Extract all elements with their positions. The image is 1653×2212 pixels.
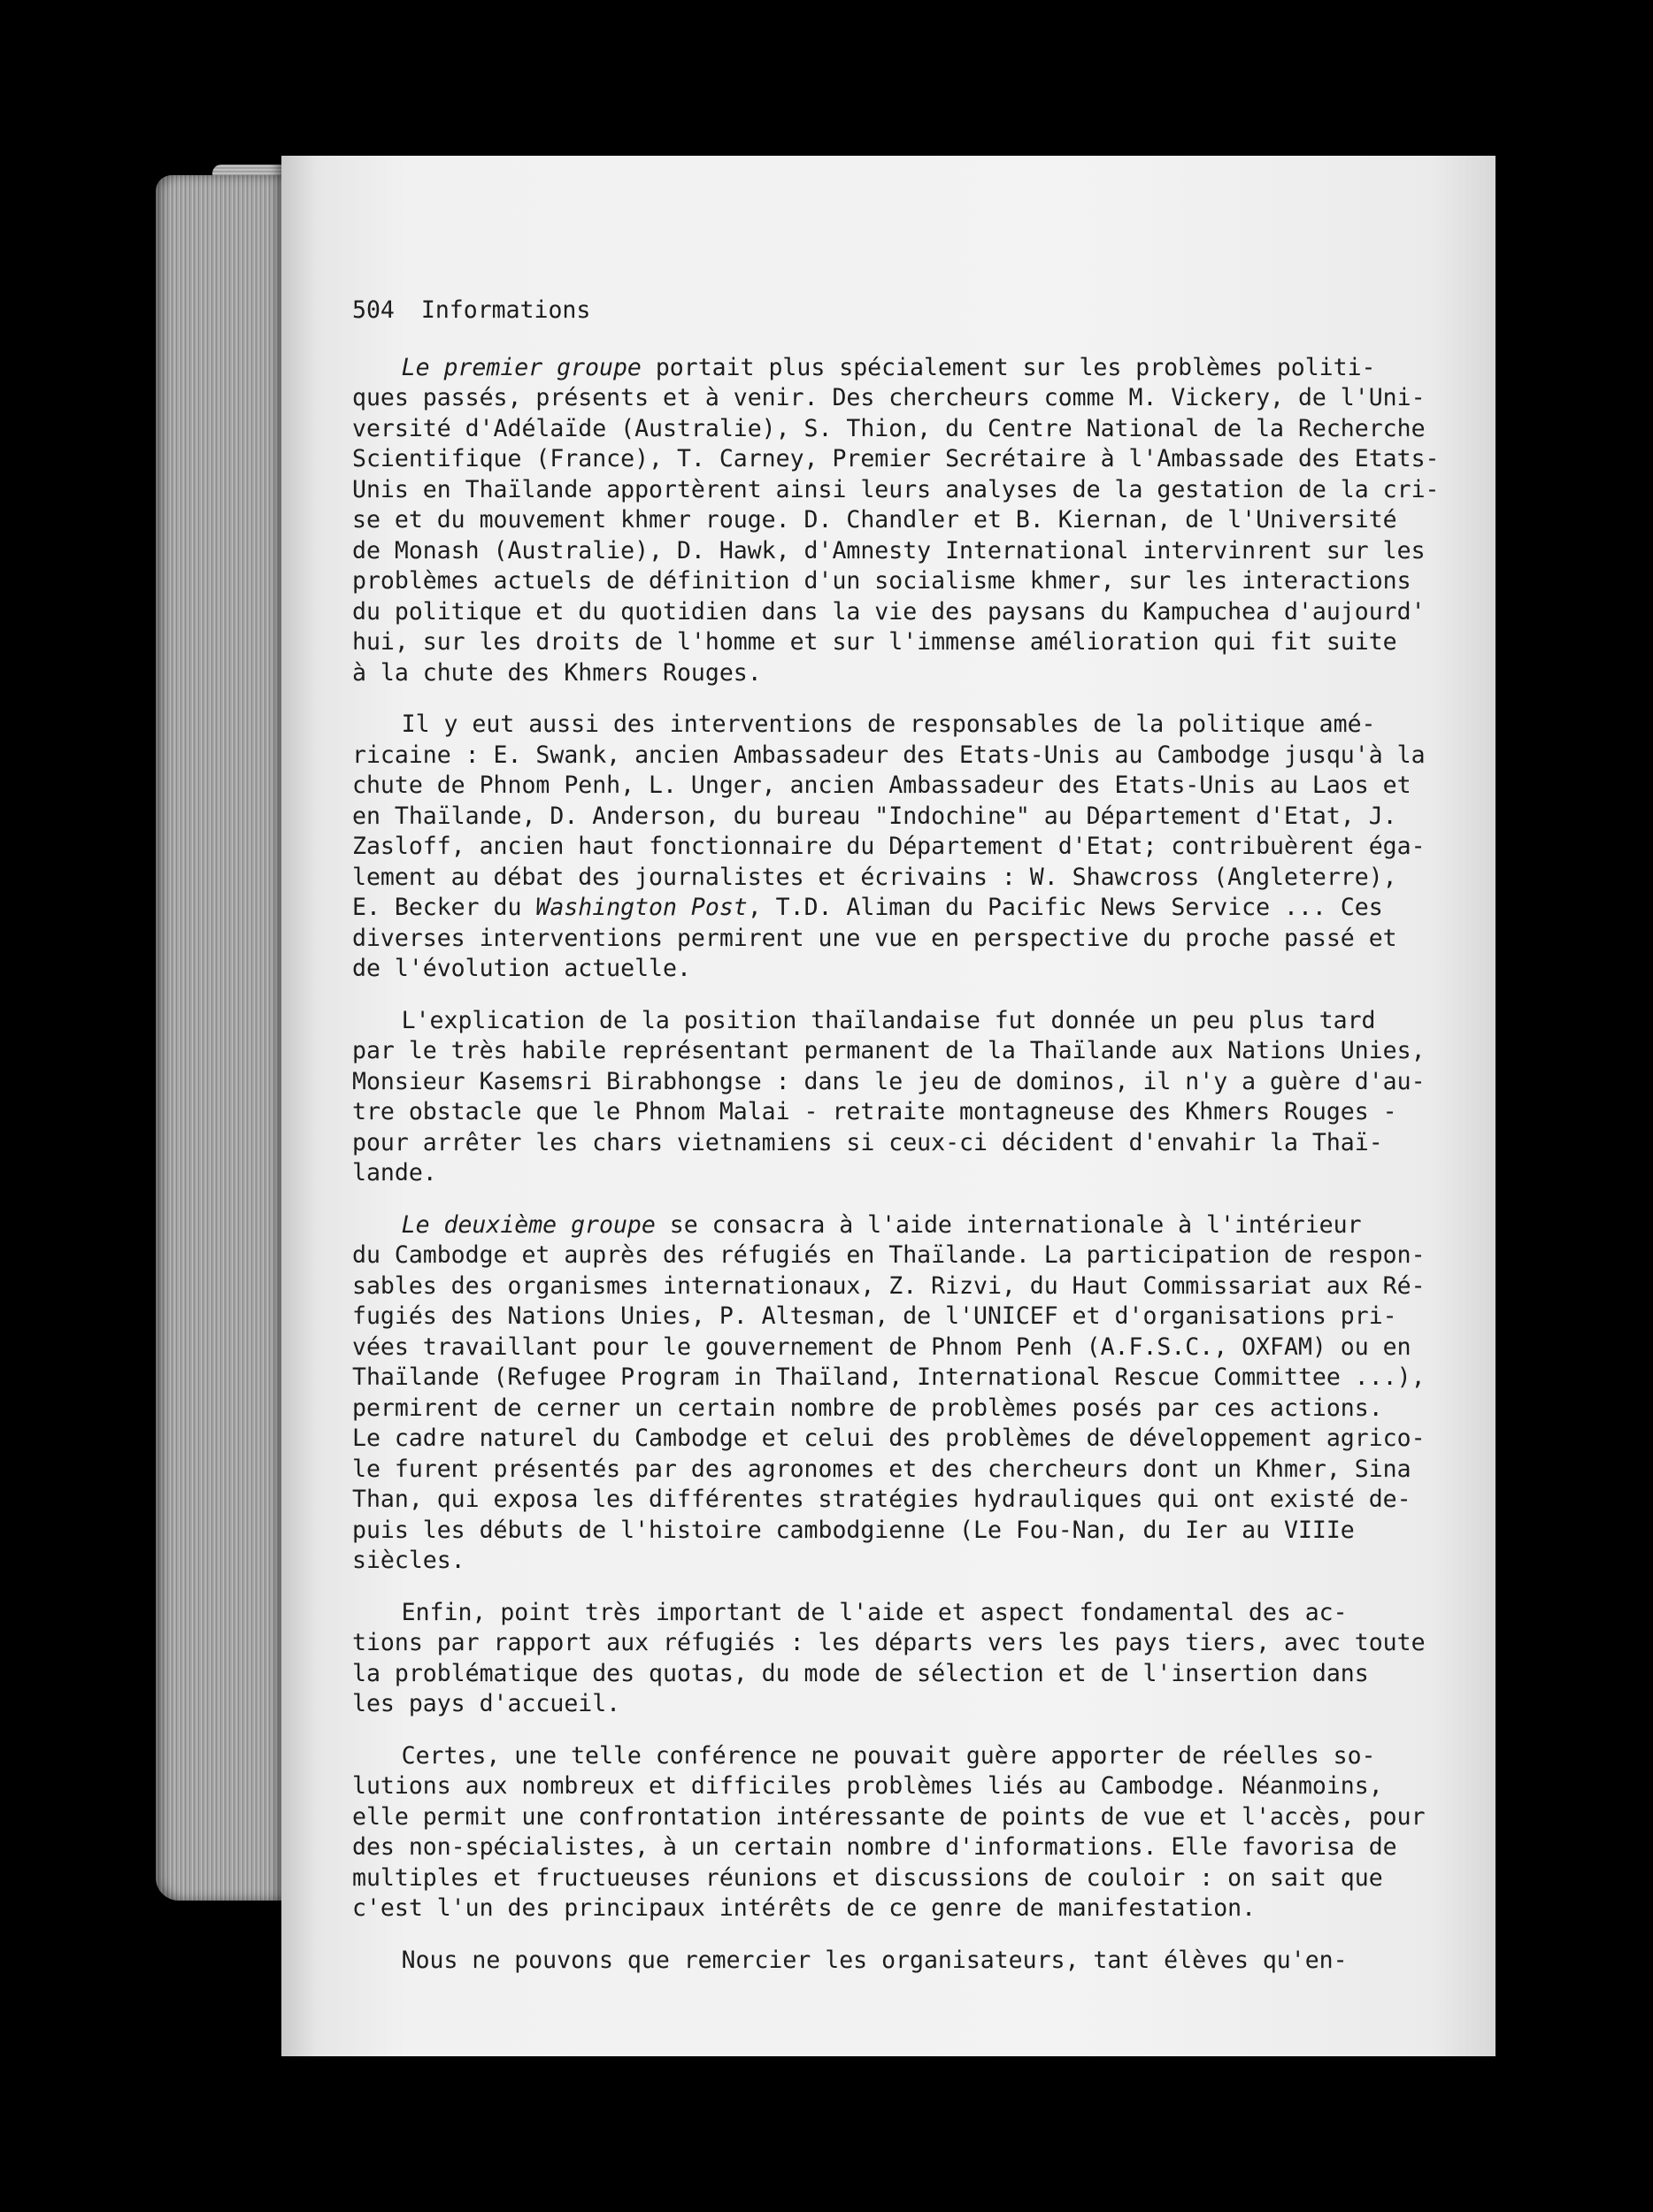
text-line bbox=[352, 1036, 1432, 1067]
line-text: permirent de cerner un certain nombre de problèmes posés par ces actions. bbox=[352, 1394, 1383, 1422]
text-line bbox=[352, 1741, 1432, 1772]
book-page-edges bbox=[156, 175, 288, 1901]
text-line bbox=[352, 1067, 1432, 1098]
text-line bbox=[352, 1628, 1432, 1659]
text-line bbox=[352, 1455, 1432, 1486]
section-title: Informations bbox=[420, 296, 591, 324]
text-line bbox=[352, 1659, 1432, 1690]
line-text: les pays d'accueil. bbox=[352, 1690, 621, 1717]
line-text: Le cadre naturel du Cambodge et celui des problèmes de développement agrico- bbox=[352, 1425, 1426, 1452]
text-line bbox=[352, 710, 1432, 741]
text-line bbox=[352, 444, 1440, 475]
emphasized-text: Le deuxième groupe bbox=[401, 1210, 656, 1239]
text-line bbox=[352, 1689, 1432, 1720]
line-text: E. Becker du bbox=[352, 894, 536, 921]
paragraph bbox=[352, 710, 1432, 985]
text-line bbox=[352, 536, 1432, 567]
emphasized-text: Washington Post bbox=[535, 894, 748, 921]
text-line bbox=[352, 1128, 1432, 1159]
paragraph bbox=[352, 1946, 1432, 1977]
line-text: de Monash (Australie), D. Hawk, d'Amnesty International intervinrent sur les bbox=[352, 536, 1426, 565]
text-line bbox=[352, 1394, 1432, 1425]
text-line bbox=[352, 1485, 1432, 1516]
line-text: Thaïlande (Refugee Program in Thaïland, International Rescue Committee ...), bbox=[352, 1363, 1426, 1391]
page-content bbox=[352, 296, 1440, 1997]
line-text: à la chute des Khmers Rouges. bbox=[352, 658, 762, 687]
text-line bbox=[352, 1771, 1432, 1802]
text-line bbox=[352, 383, 1432, 414]
line-text: hui, sur les droits de l'homme et sur l'immense amélioration qui fit suite bbox=[352, 628, 1397, 656]
text-line bbox=[352, 1893, 1432, 1924]
emphasized-text: Le premier groupe bbox=[401, 353, 642, 381]
line-text: diverses interventions permirent une vue en perspective du proche passé et bbox=[352, 924, 1397, 952]
text-line bbox=[352, 414, 1432, 445]
line-text: problèmes actuels de définition d'un socialisme khmer, sur les interactions bbox=[352, 567, 1411, 595]
line-text: Nous ne pouvons que remercier les organisateurs, tant élèves qu'en- bbox=[401, 1946, 1348, 1974]
text-line bbox=[352, 954, 1432, 985]
text-line bbox=[352, 863, 1432, 894]
line-text: tre obstacle que le Phnom Malai - retraite montagneuse des Khmers Rouges - bbox=[352, 1098, 1397, 1125]
paragraph bbox=[352, 1741, 1432, 1924]
line-text: Than, qui exposa les différentes stratégies hydrauliques qui ont existé de- bbox=[352, 1486, 1411, 1513]
line-text: ricaine : E. Swank, ancien Ambassadeur des Etats-Unis au Cambodge jusqu'à la bbox=[352, 741, 1426, 769]
line-text: Unis en Thaïlande apportèrent ainsi leurs analyses de la gestation de la cri- bbox=[352, 475, 1440, 503]
line-text: du Cambodge et auprès des réfugiés en Thaïlande. La participation de respon- bbox=[352, 1241, 1426, 1269]
text-line bbox=[352, 802, 1432, 833]
line-text: , T.D. Aliman du Pacific News Service ... Ces bbox=[747, 894, 1383, 921]
text-line bbox=[352, 1210, 1432, 1241]
text-line bbox=[352, 1006, 1432, 1037]
line-text: lement au débat des journalistes et écrivains : W. Shawcross (Angleterre), bbox=[352, 863, 1397, 891]
line-text: multiples et fructueuses réunions et discussions de couloir : on sait que bbox=[352, 1863, 1383, 1892]
line-text: versité d'Adélaïde (Australie), S. Thion, du Centre National de la Recherche bbox=[352, 414, 1426, 442]
line-text: L'explication de la position thaïlandaise fut donnée un peu plus tard bbox=[401, 1006, 1376, 1034]
line-text: c'est l'un des principaux intérêts de ce genre de manifestation. bbox=[352, 1894, 1257, 1922]
text-line bbox=[352, 924, 1432, 955]
line-text: ques passés, présents et à venir. Des chercheurs comme M. Vickery, de l'Uni- bbox=[352, 384, 1426, 411]
text-line bbox=[352, 771, 1432, 802]
line-text: se consacra à l'aide internationale à l'intérieur bbox=[655, 1210, 1362, 1239]
page-number: 504 bbox=[352, 296, 395, 324]
text-line bbox=[352, 1271, 1432, 1302]
line-text: pour arrêter les chars vietnamiens si ceux-ci décident d'envahir la Thaï- bbox=[352, 1128, 1383, 1156]
text-line bbox=[352, 1546, 1432, 1577]
line-text: portait plus spécialement sur les problèmes politi- bbox=[641, 353, 1376, 381]
text-line bbox=[352, 353, 1432, 384]
text-line bbox=[352, 1302, 1432, 1333]
line-text: Certes, une telle conférence ne pouvait guère apporter de réelles so- bbox=[401, 1741, 1376, 1770]
line-text: chute de Phnom Penh, L. Unger, ancien Ambassadeur des Etats-Unis au Laos et bbox=[352, 772, 1411, 799]
text-line bbox=[352, 893, 1432, 924]
line-text: Monsieur Kasemsri Birabhongse : dans le jeu de dominos, il n'y a guère d'au- bbox=[352, 1067, 1426, 1095]
line-text: lutions aux nombreux et difficiles problèmes liés au Cambodge. Néanmoins, bbox=[352, 1772, 1383, 1800]
running-head bbox=[352, 296, 1432, 326]
body-text bbox=[352, 353, 1440, 1977]
line-text: en Thaïlande, D. Anderson, du bureau "Indochine" au Département d'Etat, J. bbox=[352, 802, 1397, 830]
text-line bbox=[352, 597, 1432, 628]
line-text: par le très habile représentant permanent de la Thaïlande aux Nations Unies, bbox=[352, 1037, 1426, 1064]
text-line bbox=[352, 1802, 1432, 1833]
text-line bbox=[352, 1863, 1432, 1894]
text-line bbox=[352, 505, 1432, 536]
text-line bbox=[352, 658, 1432, 689]
text-line bbox=[352, 1097, 1432, 1128]
line-text: Scientifique (France), T. Carney, Premier Secrétaire à l'Ambassade des Etats- bbox=[352, 445, 1440, 472]
text-line bbox=[352, 1832, 1432, 1863]
line-text: siècles. bbox=[352, 1547, 465, 1574]
paragraph bbox=[352, 1598, 1432, 1720]
text-line bbox=[352, 566, 1432, 597]
line-text: de l'évolution actuelle. bbox=[352, 955, 691, 982]
line-text: le furent présentés par des agronomes et des chercheurs dont un Khmer, Sina bbox=[352, 1455, 1411, 1483]
text-line bbox=[352, 1363, 1432, 1394]
text-line bbox=[352, 1424, 1432, 1455]
text-line bbox=[352, 1946, 1432, 1977]
line-text: tions par rapport aux réfugiés : les départs vers les pays tiers, avec toute bbox=[352, 1629, 1426, 1656]
text-line bbox=[352, 1598, 1432, 1629]
line-text: elle permit une confrontation intéressante de points de vue et l'accès, pour bbox=[352, 1802, 1426, 1831]
text-line bbox=[352, 741, 1432, 772]
text-line bbox=[352, 1240, 1432, 1271]
text-line bbox=[352, 627, 1432, 658]
line-text: fugiés des Nations Unies, P. Altesman, de l'UNICEF et d'organisations pri- bbox=[352, 1302, 1397, 1330]
text-line bbox=[352, 475, 1440, 506]
text-line bbox=[352, 1158, 1432, 1189]
line-text: Il y eut aussi des interventions de responsables de la politique amé- bbox=[401, 710, 1376, 738]
text-line bbox=[352, 832, 1432, 863]
line-text: vées travaillant pour le gouvernement de Phnom Penh (A.F.S.C., OXFAM) ou en bbox=[352, 1333, 1411, 1361]
book-page bbox=[281, 156, 1495, 2056]
paragraph bbox=[352, 1210, 1432, 1577]
line-text: des non-spécialistes, à un certain nombre d'informations. Elle favorisa de bbox=[352, 1833, 1397, 1861]
line-text: la problématique des quotas, du mode de sélection et de l'insertion dans bbox=[352, 1659, 1369, 1687]
paragraph bbox=[352, 1006, 1432, 1189]
line-text: Zasloff, ancien haut fonctionnaire du Département d'Etat; contribuèrent éga- bbox=[352, 833, 1426, 860]
line-text: puis les débuts de l'histoire cambodgienne (Le Fou-Nan, du Ier au VIIIe bbox=[352, 1516, 1355, 1544]
line-text: sables des organismes internationaux, Z. Rizvi, du Haut Commissariat aux Ré- bbox=[352, 1271, 1426, 1300]
line-text: lande. bbox=[352, 1159, 437, 1187]
line-text: se et du mouvement khmer rouge. D. Chandler et B. Kiernan, de l'Université bbox=[352, 506, 1397, 534]
text-line bbox=[352, 1516, 1432, 1547]
line-text: du politique et du quotidien dans la vie des paysans du Kampuchea d'aujourd' bbox=[352, 597, 1426, 626]
line-text: Enfin, point très important de l'aide et aspect fondamental des ac- bbox=[401, 1598, 1348, 1626]
text-line bbox=[352, 1333, 1432, 1363]
paragraph bbox=[352, 353, 1440, 689]
